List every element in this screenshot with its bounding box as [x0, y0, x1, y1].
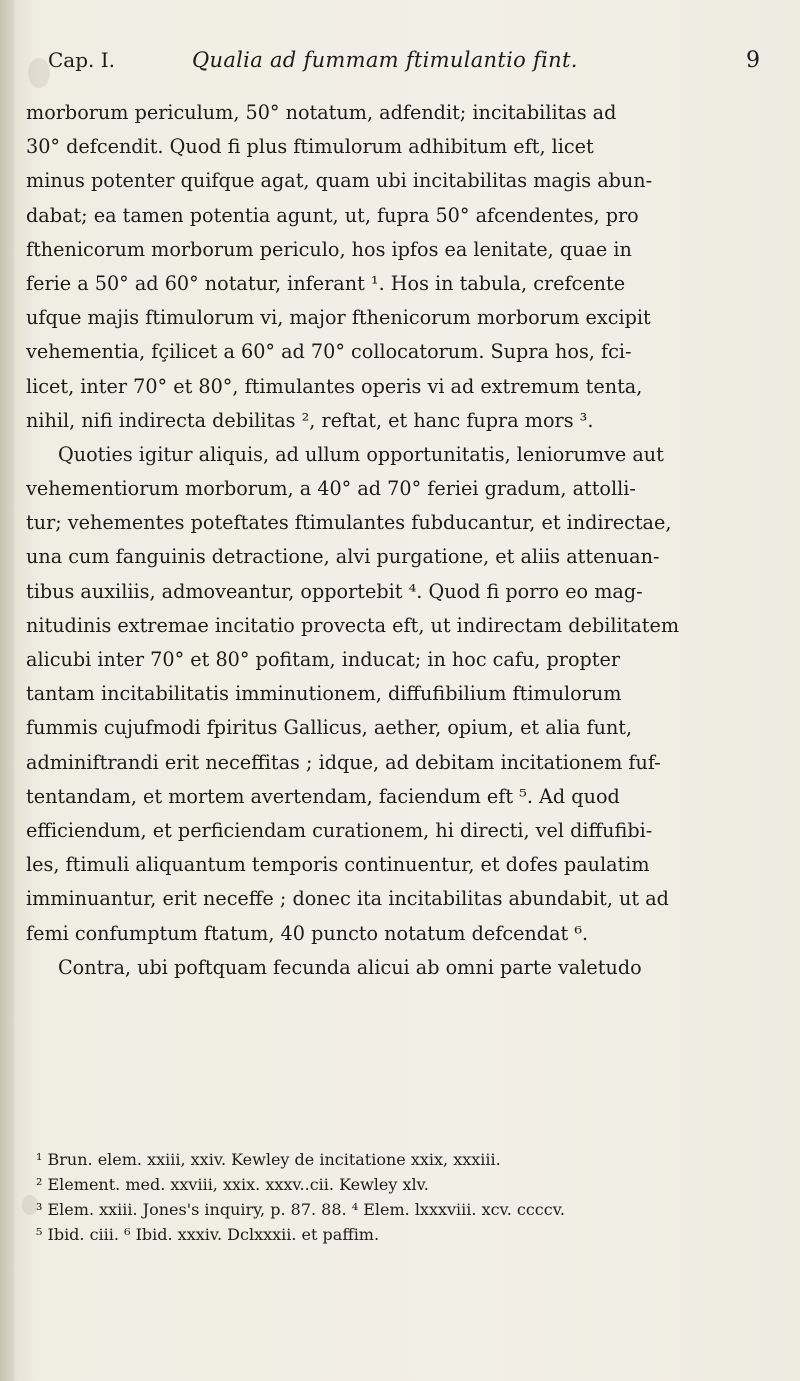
text-line: tur; vehementes poteftates ftimulantes fubducantur, et indirectae, [26, 511, 672, 535]
text-line: tantam incitabilitatis imminutionem, diffufibilium ftimulorum [26, 682, 622, 706]
page-number: 9 [746, 48, 760, 73]
page-gutter-edge [0, 0, 14, 1381]
text-line: imminuantur, erit neceffe ; donec ita incitabilitas abundabit, ut ad [26, 887, 669, 911]
text-line: 30° defcendit. Quod fi plus ftimulorum adhibitum eft, licet [26, 135, 594, 159]
chapter-label: Cap. I. [48, 48, 116, 72]
text-line: adminiftrandi erit neceffitas ; idque, ad debitam incitationem fuf- [26, 750, 661, 774]
text-line: tentandam, et mortem avertendam, faciendum eft ⁵. Ad quod [26, 784, 620, 808]
text-line: les, ftimuli aliquantum temporis continuentur, et dofes paulatim [26, 853, 650, 877]
page-header [20, 48, 780, 88]
body-text [26, 96, 766, 985]
text-line: fummis cujufmodi fpiritus Gallicus, aether, opium, et alia funt, [26, 716, 633, 740]
text-line: licet, inter 70° et 80°, ftimulantes operis vi ad extremum tenta, [26, 374, 643, 398]
paragraph-start-line: Quoties igitur aliquis, ad ullum opportunitatis, leniorumve aut [58, 442, 664, 466]
paper-stain [22, 1195, 38, 1215]
footnote: ³ Elem. xxiii. Jones's inquiry, p. 87. 88. ⁴ Elem. lxxxviii. xcv. ccccv. [36, 1200, 565, 1219]
text-line: minus potenter quifque agat, quam ubi incitabilitas magis abun- [26, 169, 653, 193]
footnotes [36, 1147, 766, 1247]
text-line: dabat; ea tamen potentia agunt, ut, fupra 50° afcendentes, pro [26, 203, 639, 227]
text-line: vehementia, fçilicet a 60° ad 70° collocatorum. Supra hos, fci- [26, 340, 632, 364]
text-line: nitudinis extremae incitatio provecta eft, ut indirectam debilitatem [26, 613, 680, 637]
text-line: ferie a 50° ad 60° notatur, inferant ¹. Hos in tabula, crefcente [26, 271, 626, 295]
text-line: morborum periculum, 50° notatum, adfendit; incitabilitas ad [26, 101, 617, 124]
text-line: fthenicorum morborum periculo, hos ipfos ea lenitate, quae in [26, 237, 632, 261]
text-line: una cum fanguinis detractione, alvi purgatione, et aliis attenuan- [26, 545, 660, 569]
paper-stain [28, 58, 50, 88]
text-line: alicubi inter 70° et 80° pofitam, inducat; in hoc cafu, propter [26, 648, 621, 671]
text-line: nihil, nifi indirecta debilitas ², reftat, et hanc fupra mors ³. [26, 408, 594, 432]
paragraph-start-line: Contra, ubi poftquam fecunda alicui ab omni parte valetudo [58, 955, 642, 979]
text-line: ufque majis ftimulorum vi, major fthenicorum morborum excipit [26, 306, 651, 330]
text-line: efficiendum, et perficiendam curationem, hi directi, vel diffufibi- [26, 818, 653, 842]
footnote: ¹ Brun. elem. xxiii, xxiv. Kewley de incitatione xxix, xxxiii. [36, 1150, 501, 1169]
text-line: vehementiorum morborum, a 40° ad 70° feriei gradum, attolli- [26, 477, 636, 501]
footnote: ⁵ Ibid. ciii. ⁶ Ibid. xxxiv. Dclxxxii. et paffim. [36, 1225, 380, 1244]
running-title: Qualia ad fummam ftimulantio fint. [192, 48, 578, 72]
footnote: ² Element. med. xxviii, xxix. xxxv..cii. Kewley xlv. [36, 1175, 429, 1194]
text-line: tibus auxiliis, admoveantur, opportebit ⁴. Quod fi porro eo mag- [26, 579, 643, 603]
text-line: femi confumptum ftatum, 40 puncto notatum defcendat ⁶. [26, 921, 589, 945]
